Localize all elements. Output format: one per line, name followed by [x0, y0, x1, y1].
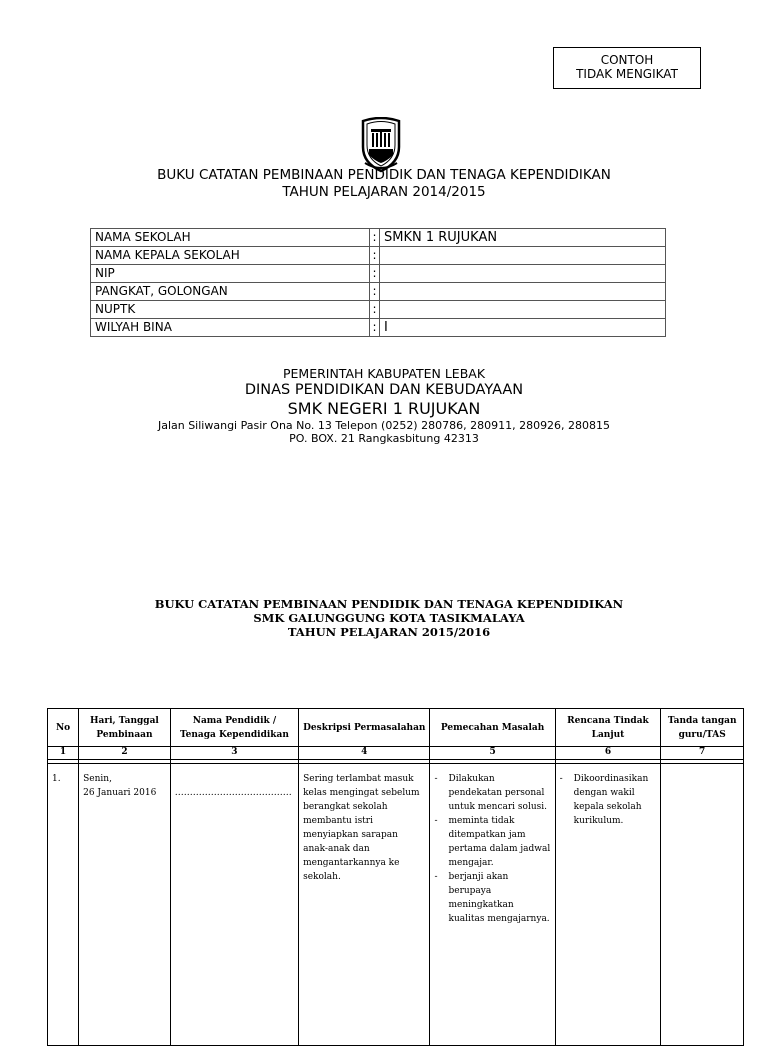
school-info-table [90, 228, 666, 337]
info-value: I [380, 319, 666, 337]
header-rencana-line2: Lanjut [591, 729, 625, 740]
info-row [91, 229, 666, 247]
header-hari-line1: Hari, Tanggal [90, 715, 159, 726]
school-address: Jalan Siliwangi Pasir Ona No. 13 Telepon (0252) 280786, 280911, 280926, 280815 [157, 419, 611, 432]
header-ttd-line2: guru/TAS [678, 729, 726, 740]
column-number-row [48, 747, 744, 760]
header-ttd-line1: Tanda tangan [667, 715, 737, 726]
school-name: SMK NEGERI 1 RUJUKAN [287, 399, 481, 418]
stamp-line2: TIDAK MENGIKAT [576, 67, 678, 81]
info-label: NAMA SEKOLAH [91, 229, 370, 247]
pemecahan-item: - berjanji akan berupaya meningkatkan kualitas mengajarnya. [434, 870, 550, 926]
info-row [91, 265, 666, 283]
info-label: WILYAH BINA [91, 319, 370, 337]
book-title-line2: TAHUN PELAJARAN 2014/2015 [282, 184, 486, 200]
info-row [91, 301, 666, 319]
coaching-record-table [47, 708, 744, 1046]
header-nama-line1: Nama Pendidik / [192, 715, 277, 726]
info-label: NIP [91, 265, 370, 283]
header-nama-pendidik [170, 709, 298, 747]
government-letterhead [0, 367, 768, 445]
second-title-line2: SMK GALUNGGUNG KOTA TASIKMALAYA [253, 611, 525, 625]
book-title [0, 167, 768, 201]
info-label: NAMA KEPALA SEKOLAH [91, 247, 370, 265]
info-separator: : [370, 229, 380, 247]
column-number: 2 [79, 747, 171, 760]
header-hari-line2: Pembinaan [96, 729, 153, 740]
info-value [380, 265, 666, 283]
column-number: 3 [170, 747, 298, 760]
contoh-tidak-mengikat-stamp [553, 47, 701, 89]
cell-hari: Senin, [83, 774, 112, 784]
header-rencana [555, 709, 661, 747]
second-book-title [0, 597, 768, 639]
header-no: No [48, 709, 79, 747]
column-number: 1 [48, 747, 79, 760]
header-rencana-line1: Rencana Tindak [567, 715, 649, 726]
cell-tanggal: 26 Januari 2016 [83, 788, 157, 798]
stamp-line1: CONTOH [600, 53, 654, 67]
regency-emblem-icon [357, 117, 405, 173]
column-number: 4 [299, 747, 430, 760]
cell-pemecahan [430, 764, 555, 1046]
column-number: 6 [555, 747, 661, 760]
cell-hari-tanggal [79, 764, 171, 1046]
info-row [91, 319, 666, 337]
table-row [48, 764, 744, 1046]
header-tanda-tangan [661, 709, 744, 747]
info-separator: : [370, 247, 380, 265]
cell-no: 1. [48, 764, 79, 1046]
department-name: DINAS PENDIDIKAN DAN KEBUDAYAAN [244, 382, 524, 398]
rencana-item: - Dikoordinasikan dengan wakil kepala sekolah kurikulum. [560, 772, 657, 828]
header-nama-line2: Tenaga Kependidikan [179, 729, 289, 740]
second-title-line1: BUKU CATATAN PEMBINAAN PENDIDIK DAN TENAGA KEPENDIDIKAN [154, 597, 624, 611]
book-title-line1: BUKU CATATAN PEMBINAAN PENDIDIK DAN TENAGA KEPENDIDIKAN [157, 167, 611, 183]
header-pemecahan: Pemecahan Masalah [430, 709, 555, 747]
info-value [380, 247, 666, 265]
school-po-box: PO. BOX. 21 Rangkasbitung 42313 [289, 432, 479, 445]
cell-nama-placeholder: ………………………………… [174, 788, 292, 798]
pemecahan-item: - Dilakukan pendekatan personal untuk mencari solusi. [434, 772, 550, 814]
cell-deskripsi: Sering terlambat masuk kelas mengingat sebelum berangkat sekolah membantu istri menyiapkan sarapan anak-anak dan mengantarkannya ke sekolah. [299, 764, 430, 1046]
info-label: PANGKAT, GOLONGAN [91, 283, 370, 301]
info-row [91, 283, 666, 301]
column-number: 5 [430, 747, 555, 760]
column-number: 7 [661, 747, 744, 760]
cell-tanda-tangan [661, 764, 744, 1046]
second-title-line3: TAHUN PELAJARAN 2015/2016 [287, 625, 491, 639]
info-value [380, 283, 666, 301]
info-separator: : [370, 301, 380, 319]
info-separator: : [370, 265, 380, 283]
header-hari-tanggal [79, 709, 171, 747]
table-header-row [48, 709, 744, 747]
info-label: NUPTK [91, 301, 370, 319]
cell-nama [170, 764, 298, 1046]
pemecahan-item: - meminta tidak ditempatkan jam pertama dalam jadwal mengajar. [434, 814, 550, 870]
info-value: SMKN 1 RUJUKAN [380, 229, 666, 247]
regency-name: PEMERINTAH KABUPATEN LEBAK [282, 366, 486, 381]
info-value [380, 301, 666, 319]
info-row [91, 247, 666, 265]
header-deskripsi: Deskripsi Permasalahan [299, 709, 430, 747]
cell-rencana [555, 764, 661, 1046]
info-separator: : [370, 319, 380, 337]
info-separator: : [370, 283, 380, 301]
